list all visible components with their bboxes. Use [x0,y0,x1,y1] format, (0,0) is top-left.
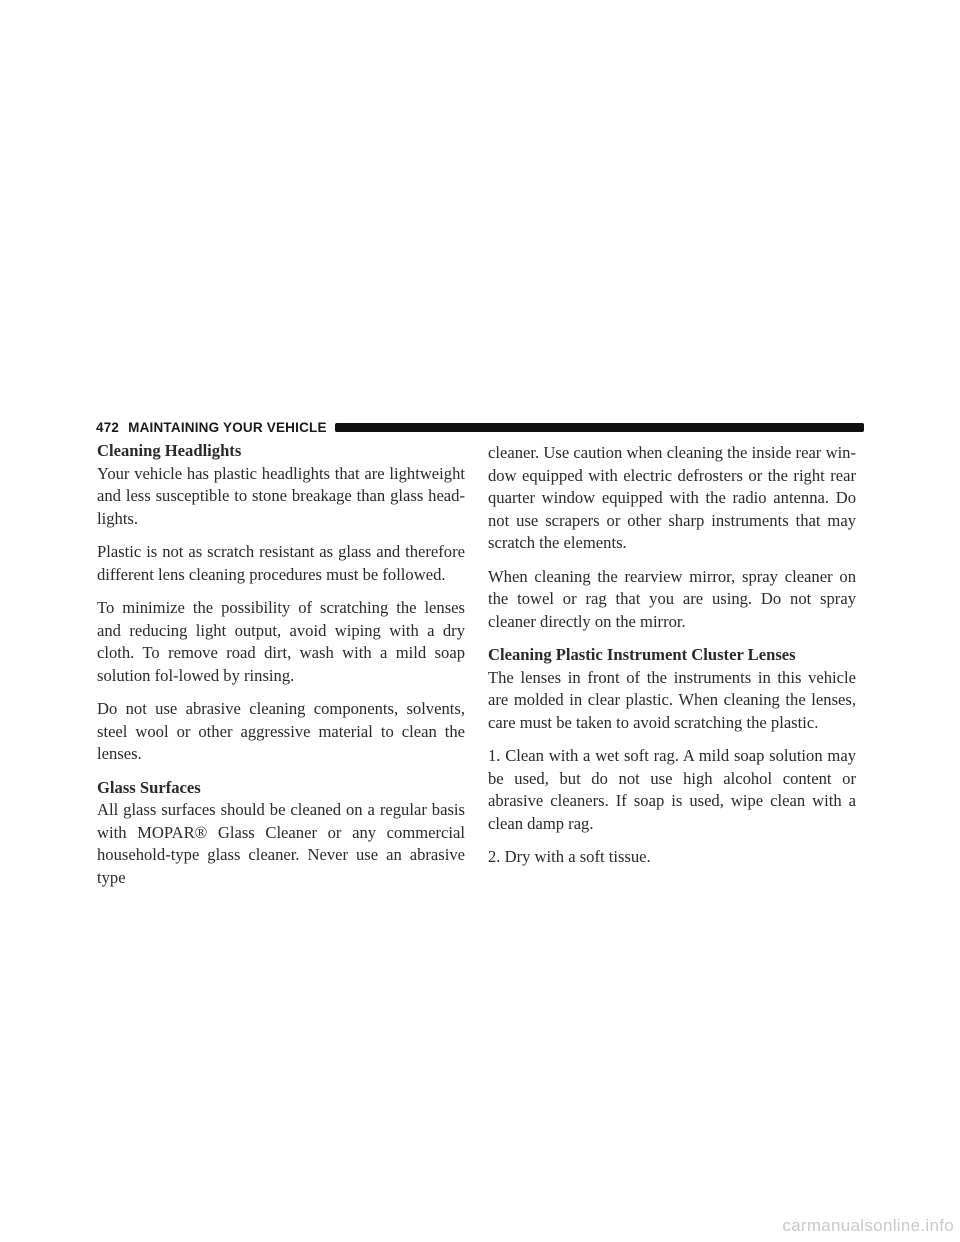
watermark: carmanualsonline.info [782,1216,954,1235]
page-header [96,417,864,437]
glass-paragraph-1-continued: cleaner. Use caution when cleaning the inside rear win-dow equipped with electric defrosters or the right rear quarter window equipped with the radio antenna. Do not use scrapers or other sharp instruments that may scratch the elements. [488,443,856,552]
cluster-step-1: 1. Clean with a wet soft rag. A mild soap solution may be used, but do not use high alcohol content or abrasive cleaners. If soap is used, wipe clean with a clean damp rag. [488,746,856,833]
header-rule [335,423,864,432]
right-column [488,440,856,880]
heading-instrument-cluster-lenses: Cleaning Plastic Instrument Cluster Lenses [488,645,796,664]
section-title: MAINTAINING YOUR VEHICLE [128,419,327,435]
cluster-step-2: 2. Dry with a soft tissue. [488,847,651,866]
left-column [97,440,465,900]
headlights-paragraph-2: Plastic is not as scratch resistant as glass and therefore different lens cleaning procedures must be followed. [97,542,465,584]
cluster-paragraph-1: The lenses in front of the instruments in this vehicle are molded in clear plastic. When cleaning the lenses, care must be taken to avoid scratching the plastic. [488,667,856,732]
heading-glass-surfaces: Glass Surfaces [97,777,201,797]
headlights-paragraph-1: Your vehicle has plastic headlights that are lightweight and less susceptible to stone breakage than glass head-lights. [97,463,465,528]
headlights-paragraph-3: To minimize the possibility of scratching the lenses and reducing light output, avoid wiping with a dry cloth. To remove road dirt, wash with a mild soap solution fol-lowed by rinsing. [97,598,465,685]
glass-paragraph-2: When cleaning the rearview mirror, spray cleaner on the towel or rag that you are using. Do not spray cleaner directly on the mirror. [488,566,856,631]
glass-paragraph-1: All glass surfaces should be cleaned on a regular basis with MOPAR® Glass Cleaner or any commercial household-type glass cleaner. Never use an abrasive type [97,800,465,887]
page-number: 472 [96,419,120,435]
headlights-paragraph-4: Do not use abrasive cleaning components, solvents, steel wool or other aggressive material to clean the lenses. [97,699,465,763]
heading-cleaning-headlights: Cleaning Headlights [97,441,242,460]
